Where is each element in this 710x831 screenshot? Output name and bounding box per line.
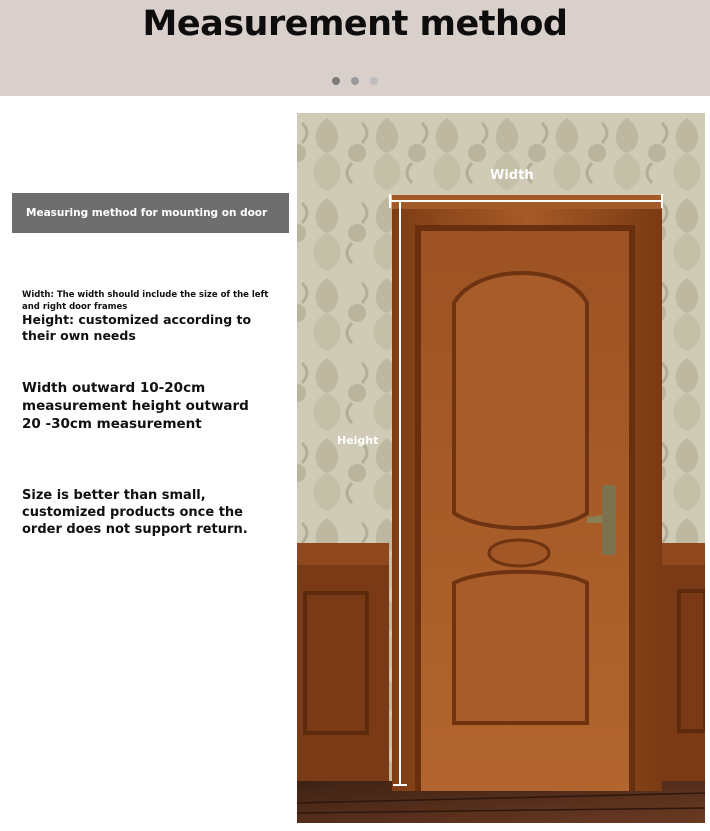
height-label: Height [337, 434, 379, 447]
page-title: Measurement method [142, 4, 568, 44]
door-image [297, 113, 705, 823]
outward-note: Width outward 10-20cm measurement height outward 20 -30cm measurement [22, 380, 249, 432]
section-tag: Measuring method for mounting on door frame [12, 193, 289, 233]
header-banner [0, 0, 710, 96]
height-note: Height: customized according to their own needs [22, 312, 252, 343]
width-label: Width [490, 168, 534, 183]
carousel-dot-2[interactable] [351, 77, 359, 85]
carousel-dots [0, 70, 710, 89]
carousel-dot-3[interactable] [370, 77, 378, 85]
carousel-dot-1[interactable] [332, 77, 340, 85]
return-policy-note: Size is better than small, customized products once the order does not support return. [22, 488, 248, 537]
width-note: Width: The width should include the size of the left and right door frames [22, 290, 269, 312]
